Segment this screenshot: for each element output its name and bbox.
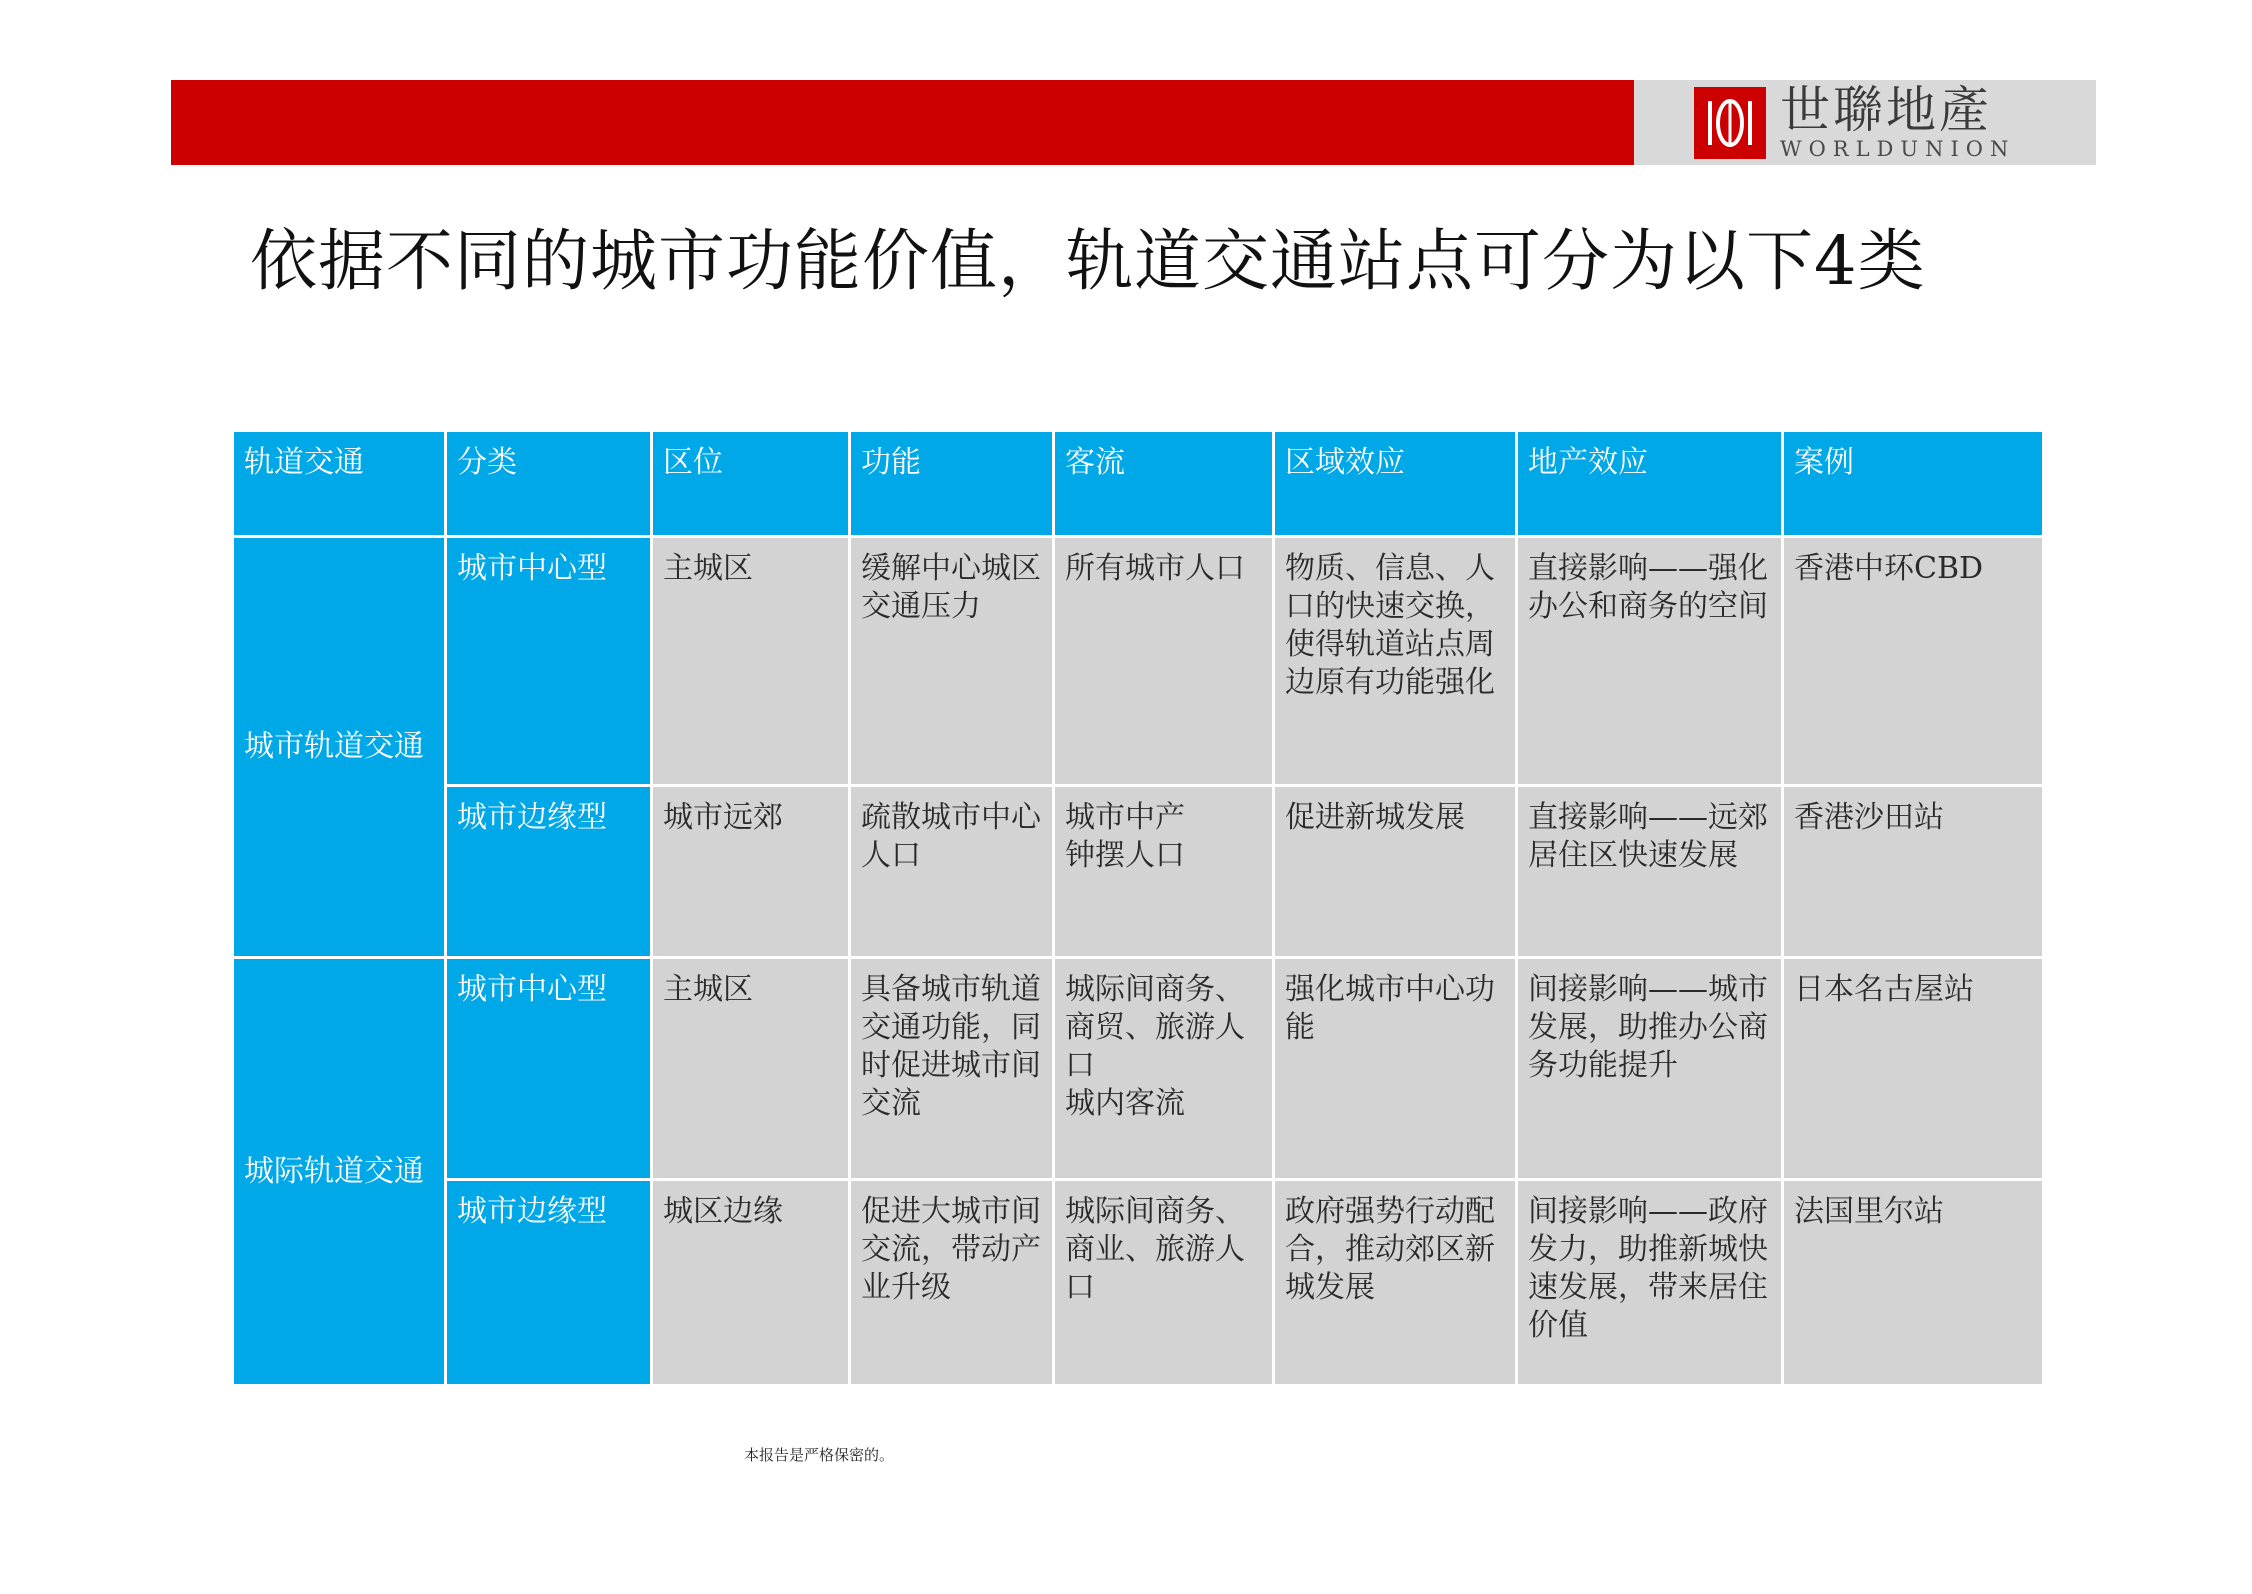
- column-header: 区域效应: [1274, 431, 1517, 537]
- table-row: [233, 958, 2044, 1180]
- company-logo: [1634, 80, 2096, 165]
- table-cell: 香港中环CBD: [1783, 537, 2044, 786]
- table-cell: 法国里尔站: [1783, 1180, 2044, 1386]
- table-cell: 物质、信息、人口的快速交换，使得轨道站点周边原有功能强化: [1274, 537, 1517, 786]
- table-cell: 强化城市中心功能: [1274, 958, 1517, 1180]
- table-cell: 直接影响——强化办公和商务的空间: [1517, 537, 1783, 786]
- table-cell: 城区边缘: [652, 1180, 850, 1386]
- group-label: 城市轨道交通: [233, 537, 446, 958]
- confidentiality-note: 本报告是严格保密的。: [744, 1446, 895, 1464]
- column-header: 地产效应: [1517, 431, 1783, 537]
- category-cell: 城市边缘型: [446, 786, 652, 958]
- category-cell: 城市中心型: [446, 537, 652, 786]
- table-cell: 香港沙田站: [1783, 786, 2044, 958]
- logo-chinese-name: 世聯地產: [1780, 81, 1992, 139]
- column-header: 案例: [1783, 431, 2044, 537]
- table-header-row: [233, 431, 2044, 537]
- column-header: 客流: [1054, 431, 1274, 537]
- table-cell: 间接影响——城市发展，助推办公商务功能提升: [1517, 958, 1783, 1180]
- table-cell: 间接影响——政府发力，助推新城快速发展，带来居住价值: [1517, 1180, 1783, 1386]
- table-cell: 促进新城发展: [1274, 786, 1517, 958]
- table-cell: 主城区: [652, 958, 850, 1180]
- logo-english-name: WORLDUNION: [1780, 137, 2016, 161]
- category-cell: 城市边缘型: [446, 1180, 652, 1386]
- category-cell: 城市中心型: [446, 958, 652, 1180]
- table-row: [233, 1180, 2044, 1386]
- table-row: [233, 537, 2044, 786]
- table-cell: 城际间商务、商贸、旅游人口 城内客流: [1054, 958, 1274, 1180]
- table-cell: 城际间商务、商业、旅游人口: [1054, 1180, 1274, 1386]
- table-cell: 直接影响——远郊居住区快速发展: [1517, 786, 1783, 958]
- group-label: 城际轨道交通: [233, 958, 446, 1386]
- table-cell: 疏散城市中心人口: [850, 786, 1054, 958]
- page-title: 依据不同的城市功能价值，轨道交通站点可分为以下4类: [250, 222, 1926, 300]
- table-cell: 所有城市人口: [1054, 537, 1274, 786]
- table-cell: 主城区: [652, 537, 850, 786]
- column-header: 功能: [850, 431, 1054, 537]
- table-cell: 具备城市轨道交通功能，同时促进城市间交流: [850, 958, 1054, 1180]
- table-cell: 政府强势行动配合，推动郊区新城发展: [1274, 1180, 1517, 1386]
- station-classification-table: [231, 429, 2045, 1387]
- table-row: [233, 786, 2044, 958]
- column-header: 轨道交通: [233, 431, 446, 537]
- column-header: 分类: [446, 431, 652, 537]
- table-cell: 促进大城市间交流，带动产业升级: [850, 1180, 1054, 1386]
- column-header: 区位: [652, 431, 850, 537]
- table-cell: 城市远郊: [652, 786, 850, 958]
- header-red-bar: [171, 80, 1634, 165]
- logo-emblem-icon: [1694, 87, 1766, 159]
- table-cell: 城市中产 钟摆人口: [1054, 786, 1274, 958]
- table-cell: 缓解中心城区交通压力: [850, 537, 1054, 786]
- table-cell: 日本名古屋站: [1783, 958, 2044, 1180]
